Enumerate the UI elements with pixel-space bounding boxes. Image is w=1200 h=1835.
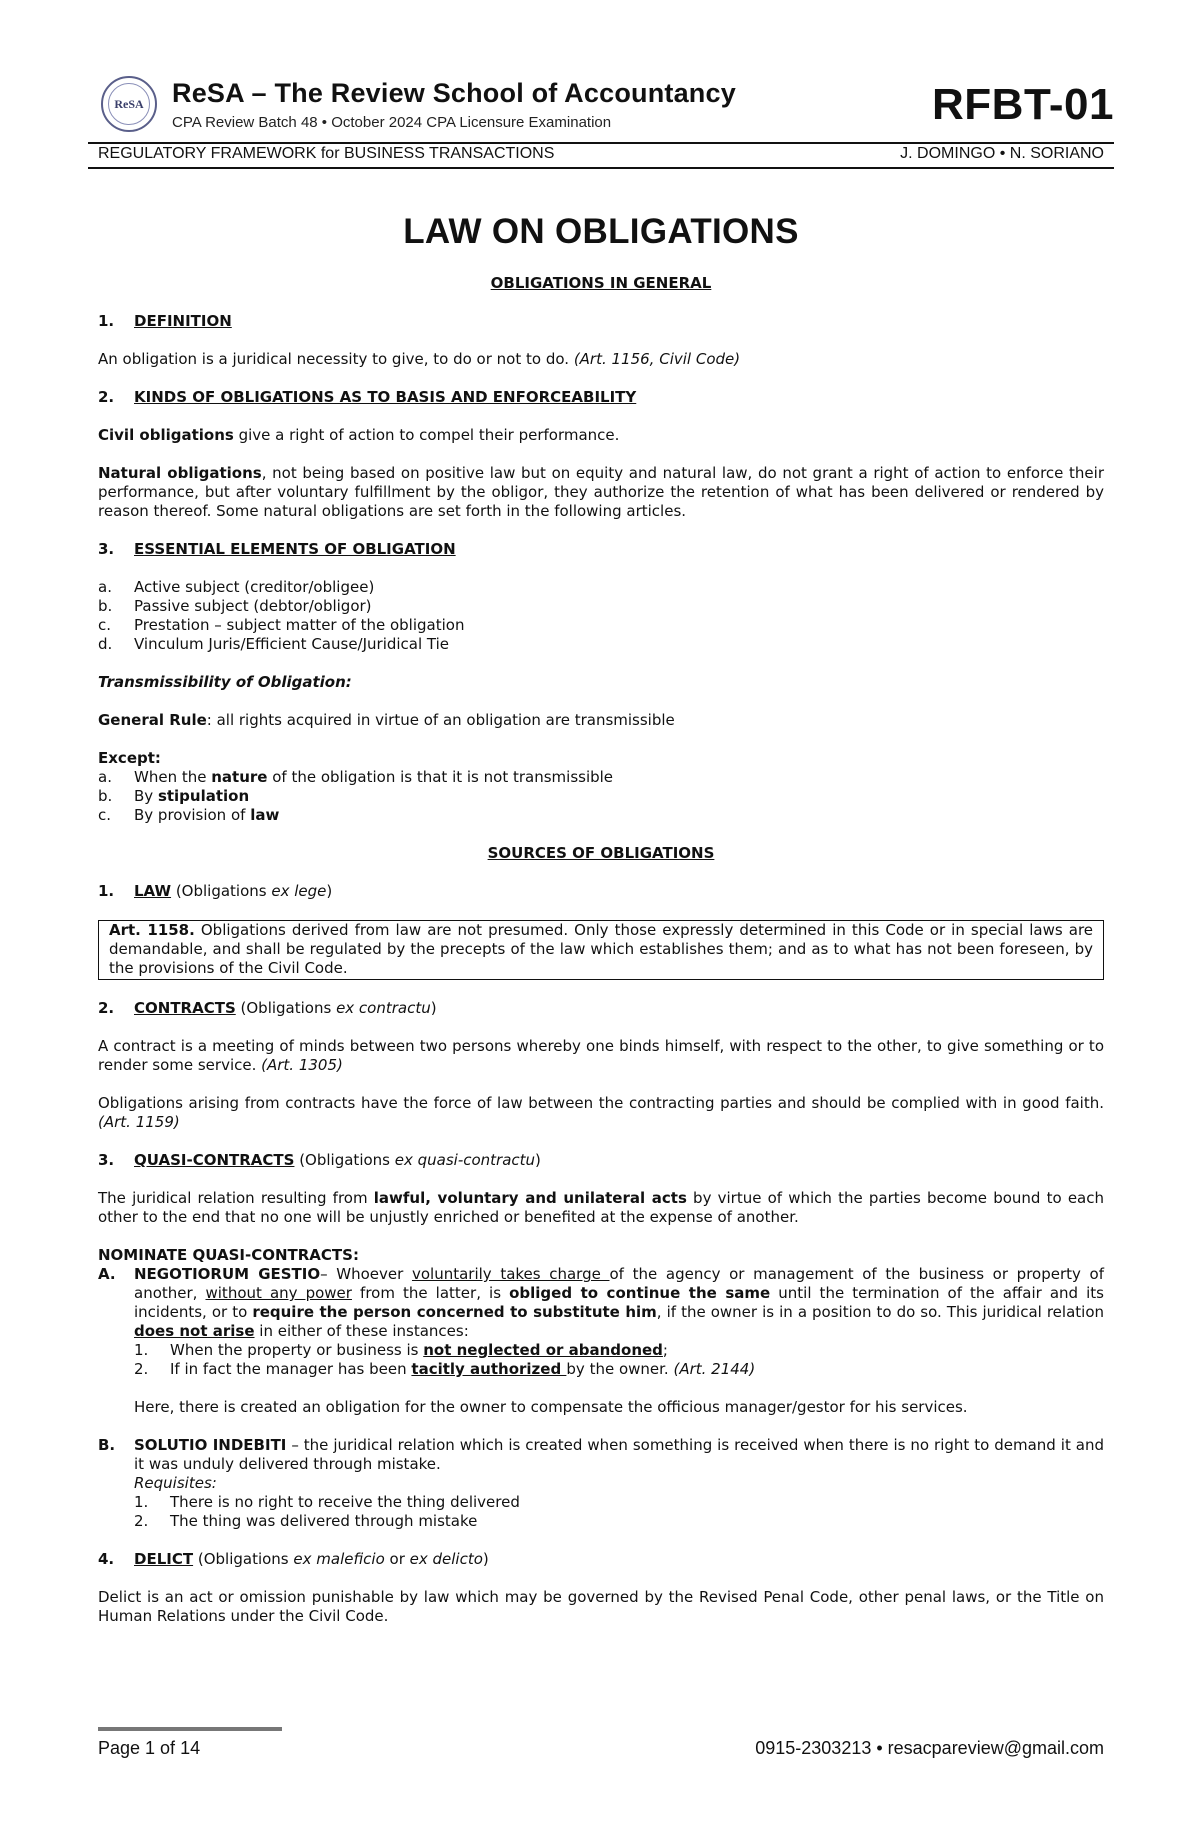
list-text: Passive subject (debtor/obligor) [134, 597, 372, 615]
heading-text: DELICT [134, 1550, 194, 1568]
list-item [134, 1512, 1104, 1531]
bold-fragment: obliged to continue the same [509, 1284, 771, 1302]
solutio-indebiti-item [98, 1436, 1104, 1531]
bold-fragment: stipulation [157, 787, 250, 805]
authors: J. DOMINGO • N. SORIANO [900, 145, 1104, 162]
list-marker: a. [98, 768, 112, 786]
list-item [134, 1493, 1104, 1512]
section-heading-general: OBLIGATIONS IN GENERAL [490, 274, 712, 292]
definition-paragraph [98, 350, 1104, 369]
text-fragment: (Obligations [193, 1550, 294, 1568]
bold-underlined-fragment: not neglected or abandoned [423, 1341, 663, 1359]
bold-fragment: law [250, 806, 280, 824]
list-item [98, 768, 1104, 787]
text-fragment: If in fact the manager has been [170, 1360, 412, 1378]
heading-delict [98, 1550, 1104, 1569]
civil-obligations-text: give a right of action to compel their performance. [233, 426, 620, 444]
text-fragment: by virtue of which the parties become bound to each other to the end that no one will be unjustly enriched or benefited at the expense of another. [98, 1189, 1104, 1226]
heading-contracts [98, 999, 1104, 1018]
heading-number: 1. [98, 882, 115, 900]
heading-text: QUASI-CONTRACTS [134, 1151, 295, 1169]
list-marker: c. [98, 806, 112, 824]
requisites-label: Requisites: [134, 1474, 217, 1492]
text-fragment: – Whoever [320, 1265, 412, 1283]
text-fragment: ) [482, 1550, 489, 1568]
list-marker: d. [98, 635, 113, 653]
heading-kinds [98, 388, 1104, 407]
text-fragment: in either of these instances: [254, 1322, 469, 1340]
text-fragment: or [384, 1550, 410, 1568]
heading-text: ESSENTIAL ELEMENTS OF OBLIGATION [134, 540, 456, 558]
list-marker: a. [98, 578, 112, 596]
term-natural-obligations: Natural obligations [98, 464, 262, 482]
list-item [134, 1360, 1104, 1379]
natural-obligations-paragraph [98, 464, 1104, 521]
heading-definition [98, 312, 1104, 331]
list-item [98, 635, 1104, 654]
heading-number: 2. [98, 999, 115, 1017]
list-marker: A. [98, 1265, 116, 1283]
list-item [98, 806, 1104, 825]
spacer [98, 1531, 1104, 1550]
latin-term: ex delicto [409, 1550, 483, 1568]
natural-obligations-text: , not being based on positive law but on equity and natural law, do not grant a right of action to enforce their performance, but after voluntary fulfillment by the obligor, they authorize the retention of what has been delivered or rendered by reason thereof. Some natural obligations are set forth in the following articles. [98, 464, 1104, 520]
document-body [98, 210, 1104, 1645]
heading-number: 2. [98, 388, 115, 406]
latin-term: ex maleficio [293, 1550, 385, 1568]
list-text: Active subject (creditor/obligee) [134, 578, 375, 596]
text-fragment: ; [662, 1341, 668, 1359]
list-marker: b. [98, 787, 113, 805]
text-fragment: of the agency or management of the business or property of another, [134, 1265, 1105, 1302]
citation: (Art. 2144) [673, 1360, 756, 1378]
text-fragment: When the [134, 768, 212, 786]
bold-fragment: nature [211, 768, 268, 786]
underlined-fragment: without any power [205, 1284, 352, 1302]
list-text [170, 1360, 755, 1379]
negotiorum-gestio-body [134, 1265, 1104, 1417]
list-marker: b. [98, 597, 113, 615]
handout-code: RFBT-01 [932, 80, 1114, 129]
except-label: Except: [98, 749, 161, 767]
header-rule-top [88, 142, 1114, 144]
bold-fragment: require the person concerned to substitute him [252, 1303, 657, 1321]
list-item [134, 1341, 1104, 1360]
logo-text: ReSA [108, 83, 150, 125]
civil-obligations-paragraph [98, 426, 1104, 445]
heading-elements [98, 540, 1104, 559]
heading-law [98, 882, 1104, 901]
text-fragment: When the property or business is [170, 1341, 424, 1359]
latin-term: ex quasi-contractu [394, 1151, 536, 1169]
solutio-indebiti-text [134, 1436, 1104, 1474]
definition-text: An obligation is a juridical necessity to give, to do or not to do. [98, 350, 570, 368]
text-fragment: from the latter, is [351, 1284, 510, 1302]
definition-citation: (Art. 1156, Civil Code) [573, 350, 741, 368]
term-solutio-indebiti: SOLUTIO INDEBITI [134, 1436, 287, 1454]
list-text: Vinculum Juris/Efficient Cause/Juridical Tie [134, 635, 450, 653]
list-item [98, 616, 1104, 635]
text-fragment: The juridical relation resulting from [98, 1189, 374, 1207]
heading-text: LAW [134, 882, 172, 900]
heading-text: DEFINITION [134, 312, 232, 330]
list-text [134, 768, 1104, 787]
term-civil-obligations: Civil obligations [98, 426, 234, 444]
page-title: LAW ON OBLIGATIONS [403, 212, 799, 251]
school-name: ReSA – The Review School of Accountancy [172, 78, 736, 108]
spacer [134, 1379, 1104, 1398]
contract-force-paragraph [98, 1094, 1104, 1132]
list-item [98, 597, 1104, 616]
batch-info: CPA Review Batch 48 • October 2024 CPA Licensure Examination [172, 114, 612, 131]
term-negotiorum-gestio: NEGOTIORUM GESTIO [134, 1265, 321, 1283]
school-logo [101, 76, 157, 132]
text-fragment: ) [535, 1151, 541, 1169]
quasi-contract-paragraph [98, 1189, 1104, 1227]
list-item [98, 578, 1104, 597]
article-label: Art. 1158. [109, 921, 195, 939]
bold-underlined-fragment: tacitly authorized [411, 1360, 567, 1378]
underlined-fragment: voluntarily takes charge [411, 1265, 610, 1283]
text-fragment: of the obligation is that it is not transmissible [267, 768, 614, 786]
header-rule-bottom [88, 167, 1114, 169]
text-fragment: by the owner. [566, 1360, 674, 1378]
text-fragment: By provision of [134, 806, 251, 824]
subject-title: REGULATORY FRAMEWORK for BUSINESS TRANSACTIONS [98, 145, 555, 162]
heading-number: 4. [98, 1550, 115, 1568]
contact-info: 0915-2303213 • resacpareview@gmail.com [755, 1738, 1104, 1758]
list-text [170, 1341, 668, 1360]
general-rule-text: : all rights acquired in virtue of an obligation are transmissible [206, 711, 675, 729]
transmissibility-heading: Transmissibility of Obligation: [98, 673, 352, 691]
text-fragment: Obligations arising from contracts have the force of law between the contracting parties and should be complied with in good faith. [98, 1094, 1104, 1112]
general-rule-label: General Rule [98, 711, 207, 729]
bold-underlined-fragment: does not arise [134, 1322, 255, 1340]
list-marker: 2. [134, 1512, 149, 1530]
negotiorum-gestio-text [134, 1265, 1104, 1341]
footer-rule [98, 1727, 282, 1731]
latin-term: ex contractu [336, 999, 431, 1017]
section-heading-sources: SOURCES OF OBLIGATIONS [487, 844, 715, 862]
text-fragment: (Obligations [171, 882, 272, 900]
negotiorum-gestio-item [98, 1265, 1104, 1417]
article-1158-box [98, 920, 1104, 980]
negotiorum-gestio-note: Here, there is created an obligation for the owner to compensate the officious manager/gestor for his services. [134, 1398, 968, 1416]
list-text [134, 787, 1104, 806]
heading-text: KINDS OF OBLIGATIONS AS TO BASIS AND ENFORCEABILITY [134, 388, 637, 406]
nominate-quasi-contracts-label: NOMINATE QUASI-CONTRACTS: [98, 1246, 359, 1264]
text-fragment: – the juridical relation which is created when something is received when there is no right to demand it and it was unduly delivered through mistake. [134, 1436, 1104, 1473]
list-marker: 2. [134, 1360, 149, 1378]
text-fragment: until the termination of the affair and its incidents, or to [134, 1284, 1104, 1321]
article-text: Obligations derived from law are not presumed. Only those expressly determined in this Code or in special laws are demandable, and shall be regulated by the precepts of the law which establishes them; and as to what has not been foreseen, by the provisions of the Civil Code. [109, 921, 1094, 977]
general-rule-paragraph [98, 711, 1104, 730]
exceptions-list [98, 749, 1104, 825]
list-marker: B. [98, 1436, 116, 1454]
text-fragment: (Obligations [294, 1151, 395, 1169]
spacer [98, 1417, 1104, 1436]
list-item [98, 787, 1104, 806]
text-fragment: ) [326, 882, 333, 900]
text-fragment: , if the owner is in a position to do so. This juridical relation [656, 1303, 1105, 1321]
list-text: Prestation – subject matter of the obligation [134, 616, 465, 634]
list-text: There is no right to receive the thing delivered [170, 1493, 520, 1511]
heading-number: 3. [98, 1151, 115, 1169]
list-text: The thing was delivered through mistake [170, 1512, 478, 1530]
list-marker: 1. [134, 1341, 149, 1359]
text-fragment: (Obligations [235, 999, 337, 1017]
heading-number: 3. [98, 540, 115, 558]
list-text [134, 806, 1104, 825]
list-marker: c. [98, 616, 112, 634]
text-fragment: By [134, 787, 158, 805]
page-number: Page 1 of 14 [98, 1738, 201, 1758]
heading-quasi-contracts [98, 1151, 1104, 1170]
delict-paragraph: Delict is an act or omission punishable by law which may be governed by the Revised Penal Code, other penal laws, or the Title on Human Relations under the Civil Code. [98, 1588, 1104, 1625]
elements-list [98, 578, 1104, 654]
list-marker: 1. [134, 1493, 149, 1511]
citation: (Art. 1159) [98, 1113, 180, 1131]
bold-fragment: lawful, voluntary and unilateral acts [373, 1189, 687, 1207]
solutio-indebiti-body [134, 1436, 1104, 1531]
text-fragment: A contract is a meeting of minds between two persons whereby one binds himself, with respect to the other, to give something or to render some service. [98, 1037, 1104, 1074]
contract-definition-paragraph [98, 1037, 1104, 1075]
heading-number: 1. [98, 312, 115, 330]
latin-term: ex lege [271, 882, 327, 900]
citation: (Art. 1305) [261, 1056, 343, 1074]
heading-text: CONTRACTS [134, 999, 236, 1017]
text-fragment: ) [430, 999, 437, 1017]
